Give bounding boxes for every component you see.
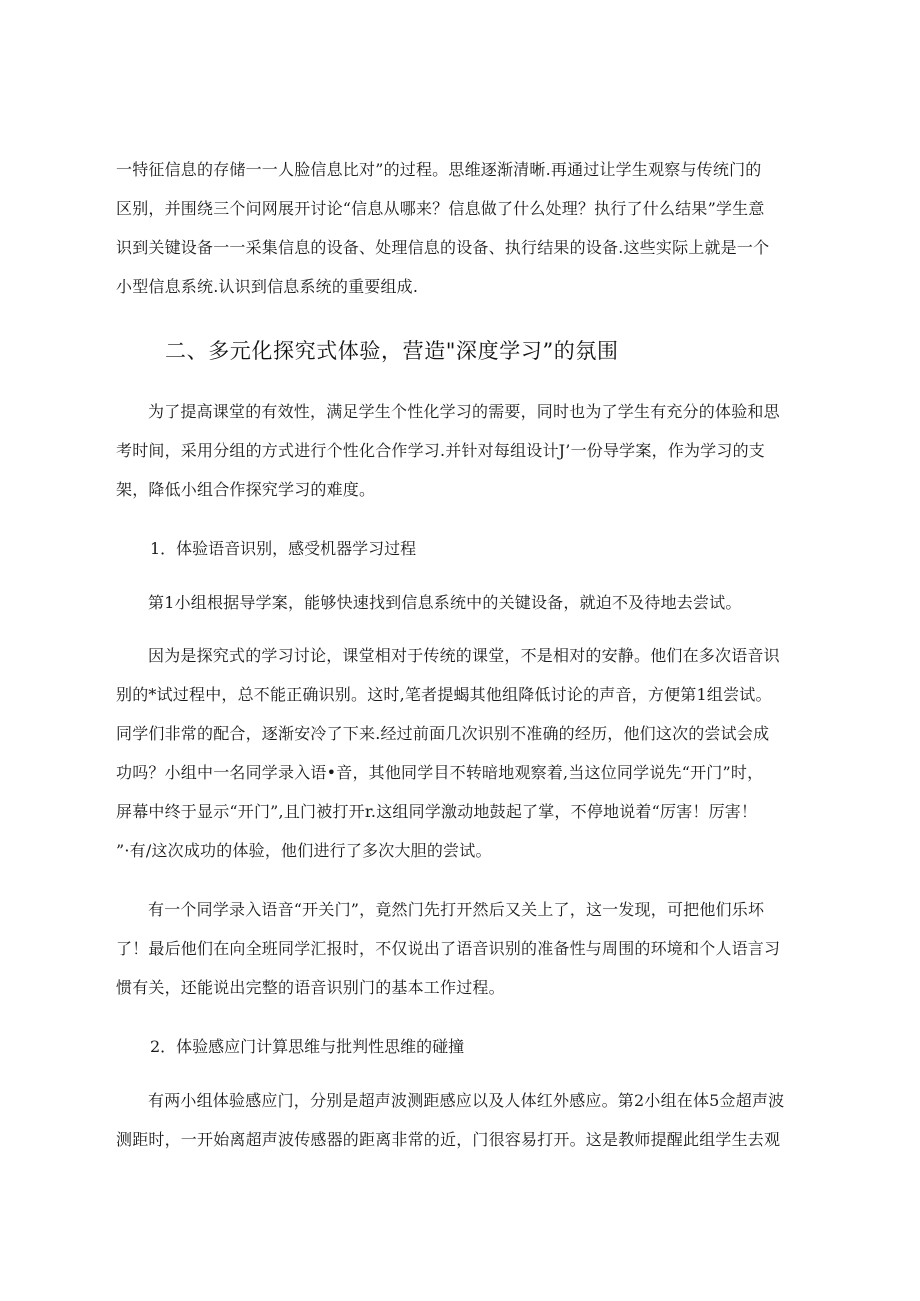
paragraph-3-line: 第1小组根据导学案，能够快速找到信息系统中的关键设备，就迫不及待地去尝试。: [148, 593, 742, 612]
subheading-1: 1．体验语音识别，感受机器学习过程: [150, 539, 417, 558]
paragraph-1-line: 区别，并围绕三个问网展开讨论“信息从哪来？信息做了什么处理？执行了什么结果”学生意: [116, 199, 765, 218]
paragraph-1-line: 小型信息系统.认识到信息系统的重要组成.: [116, 277, 419, 296]
paragraph-6-line: 有两小组体验感应门，分别是超声波测距感应以及人体红外感应。第2小组在体5佥超声波: [148, 1091, 785, 1110]
section-heading: 二、多元化探究式体验，营造"深度学习”的氛围: [165, 339, 619, 363]
paragraph-4-line: 因为是探究式的学习讨论，课堂相对于传统的课堂，不是相对的安静。他们在多次语音识: [148, 646, 780, 665]
paragraph-5-line: 了！最后他们在向全班同学汇报时，不仅说出了语音识别的准备性与周围的环境和个人语言习: [116, 939, 781, 958]
paragraph-6-line: 测距时，一开始离超声波传感器的距离非常的近，门很容易打开。这是教师提醒此组学生去观: [116, 1130, 781, 1149]
paragraph-4-line: ”·有/这次成功的体验，他们进行了多次大胆的尝试。: [116, 841, 492, 860]
paragraph-4-line: 同学们非常的配合，逐渐安冷了下来.经过前面几次识别不准确的经历，他们这次的尝试会成: [116, 724, 770, 743]
paragraph-2-line: 考时间，采用分组的方式进行个性化合作学习.并针对每组设计J’一份导学案，作为学习的支: [116, 441, 765, 460]
paragraph-2-line: 为了提高课堂的有效性，满足学生个性化学习的需要，同时也为了学生有充分的体验和思: [148, 402, 780, 421]
paragraph-1-line: 一特征信息的存储一一人脸信息比对”的过程。思维逐渐清晰.再通过让学生观察与传统门的: [116, 160, 762, 179]
paragraph-4-line: 别的*试过程中，总不能正确识别。这时,笔者提蝎其他组降低讨论的声音，方便第1组尝试。: [116, 685, 772, 704]
paragraph-5-line: 惯有关，还能说出完整的语音识别门的基本工作过程。: [116, 978, 505, 997]
paragraph-2-line: 架，降低小组合作探究学习的难度。: [116, 480, 376, 499]
subheading-2: 2．体验感应门计算思维与批判性思维的碰撞: [150, 1037, 465, 1056]
paragraph-1-line: 识到关键设备一一采集信息的设备、处理信息的设备、执行结果的设备.这些实际上就是一个: [116, 238, 770, 257]
paragraph-4-line: 屏幕中终于显示“开门”,且门被打开r.这组同学激动地鼓起了掌，不停地说着“厉害！厉害！: [116, 802, 758, 821]
paragraph-4-line: 功吗？小组中一名同学录入语•音，其他同学目不转暗地观察着,当这位同学说先“开门”时，: [116, 763, 764, 782]
paragraph-5-line: 有一个同学录入语音“开关门”，竟然门先打开然后又关上了，这一发现，可把他们乐坏: [148, 900, 765, 919]
